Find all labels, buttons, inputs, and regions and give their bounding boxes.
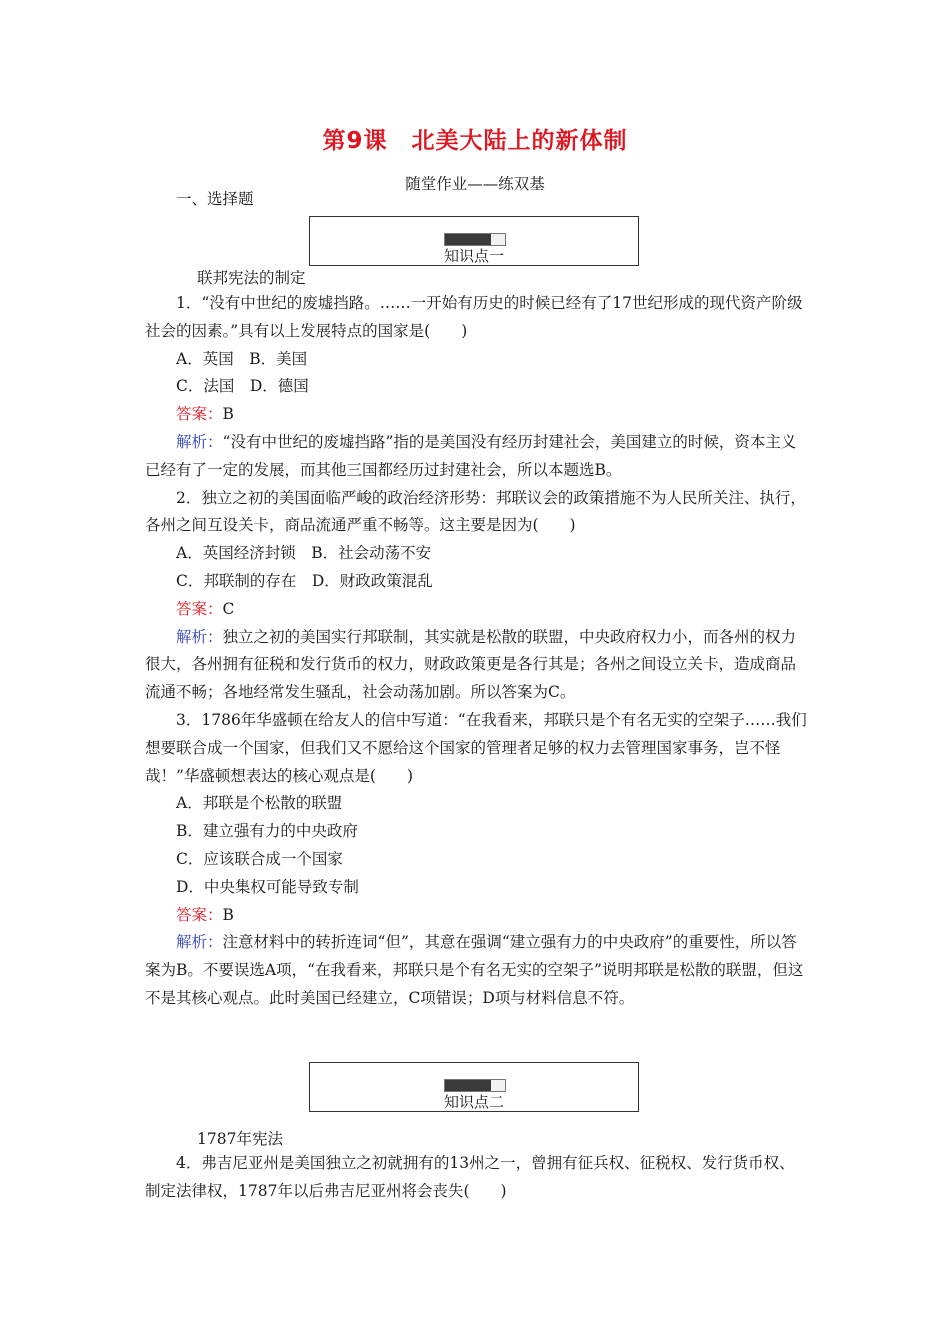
question-option: C．应该联合成一个国家 — [176, 849, 343, 868]
question-option: A．英国经济封锁 B．社会动荡不安 — [176, 544, 432, 563]
analysis-label: 解析： — [176, 933, 223, 952]
exercise-subtitle: 随堂作业——练双基 — [405, 175, 545, 193]
question-stem-4: 4．弗吉尼亚州是美国独立之初就拥有的13州之一，曾拥有征兵权、征税权、发行货币权、制定法律权，1787年以后弗吉尼亚州将会丧失( ) — [145, 1154, 795, 1200]
section-heading: 一、选择题 — [176, 190, 254, 208]
knowledge-point-box-2 — [309, 1062, 639, 1112]
analysis-line — [145, 929, 807, 1012]
lesson-title: 第9课 北美大陆上的新体制 — [322, 128, 628, 154]
answer-label: 答案： — [176, 405, 223, 424]
question-option: D．中央集权可能导致专制 — [176, 877, 359, 896]
analysis-text: 注意材料中的转折连词“但”，其意在强调“建立强有力的中央政府”的重要性，所以答案为B。不要误选A项，“在我看来，邦联只是个有名无实的空架子”说明邦联是松散的联盟，但这不是其核心观点。此时美国已经建立，C项错误；D项与材料信息不符。 — [145, 933, 804, 1007]
answer-label: 答案： — [176, 599, 223, 618]
analysis-label: 解析： — [176, 432, 223, 451]
question-option: A．英国 B．美国 — [176, 349, 308, 368]
knowledge-point-topic: 联邦宪法的制定 — [197, 269, 306, 287]
knowledge-bar-icon — [444, 1079, 506, 1092]
answer-line — [145, 401, 807, 429]
knowledge-point-label: 知识点二 — [443, 1093, 504, 1111]
questions-block-2 — [145, 1150, 807, 1206]
knowledge-bar-icon — [444, 233, 506, 246]
question-stem-3: 3．1786年华盛顿在给友人的信中写道：“在我看来，邦联只是个有名无实的空架子……我们想要联合成一个国家，但我们又不愿给这个国家的管理者足够的权力去管理国家事务，岂不怪哉！”华盛顿想表达的核心观点是( ) — [145, 710, 807, 785]
question-stem-2: 2．独立之初的美国面临严峻的政治经济形势：邦联议会的政策措施不为人民所关注、执行，各州之间互设关卡，商品流通严重不畅等。这主要是因为( ) — [145, 488, 806, 535]
answer-value: C — [222, 599, 235, 618]
questions-block-1 — [145, 290, 807, 1013]
analysis-line — [145, 624, 807, 707]
analysis-label: 解析： — [176, 627, 223, 646]
answer-line — [145, 596, 807, 624]
answer-value: B — [222, 905, 234, 924]
question-option: B．建立强有力的中央政府 — [176, 822, 358, 841]
answer-line — [145, 902, 807, 930]
question-option: C．邦联制的存在 D．财政政策混乱 — [176, 571, 433, 590]
knowledge-point-label: 知识点一 — [443, 247, 504, 265]
knowledge-point-box-1 — [309, 216, 639, 266]
answer-label: 答案： — [176, 905, 223, 924]
question-option: C．法国 D．德国 — [176, 377, 309, 396]
question-stem-1: 1．“没有中世纪的废墟挡路。……一开始有历史的时候已经有了17世纪形成的现代资产阶级社会的因素。”具有以上发展特点的国家是( ) — [145, 294, 803, 340]
analysis-text: 独立之初的美国实行邦联制，其实就是松散的联盟，中央政府权力小，而各州的权力很大，各州拥有征税和发行货币的权力，财政政策更是各行其是；各州之间设立关卡，造成商品流通不畅；各地经常发生骚乱，社会动荡加剧。所以答案为C。 — [145, 627, 797, 702]
knowledge-point-topic: 1787年宪法 — [197, 1130, 283, 1148]
question-option: A．邦联是个松散的联盟 — [176, 794, 343, 813]
analysis-text: “没有中世纪的废墟挡路”指的是美国没有经历封建社会，美国建立的时候，资本主义已经有了一定的发展，而其他三国都经历过封建社会，所以本题选B。 — [145, 432, 797, 479]
answer-value: B — [222, 405, 234, 424]
analysis-line — [145, 429, 807, 485]
